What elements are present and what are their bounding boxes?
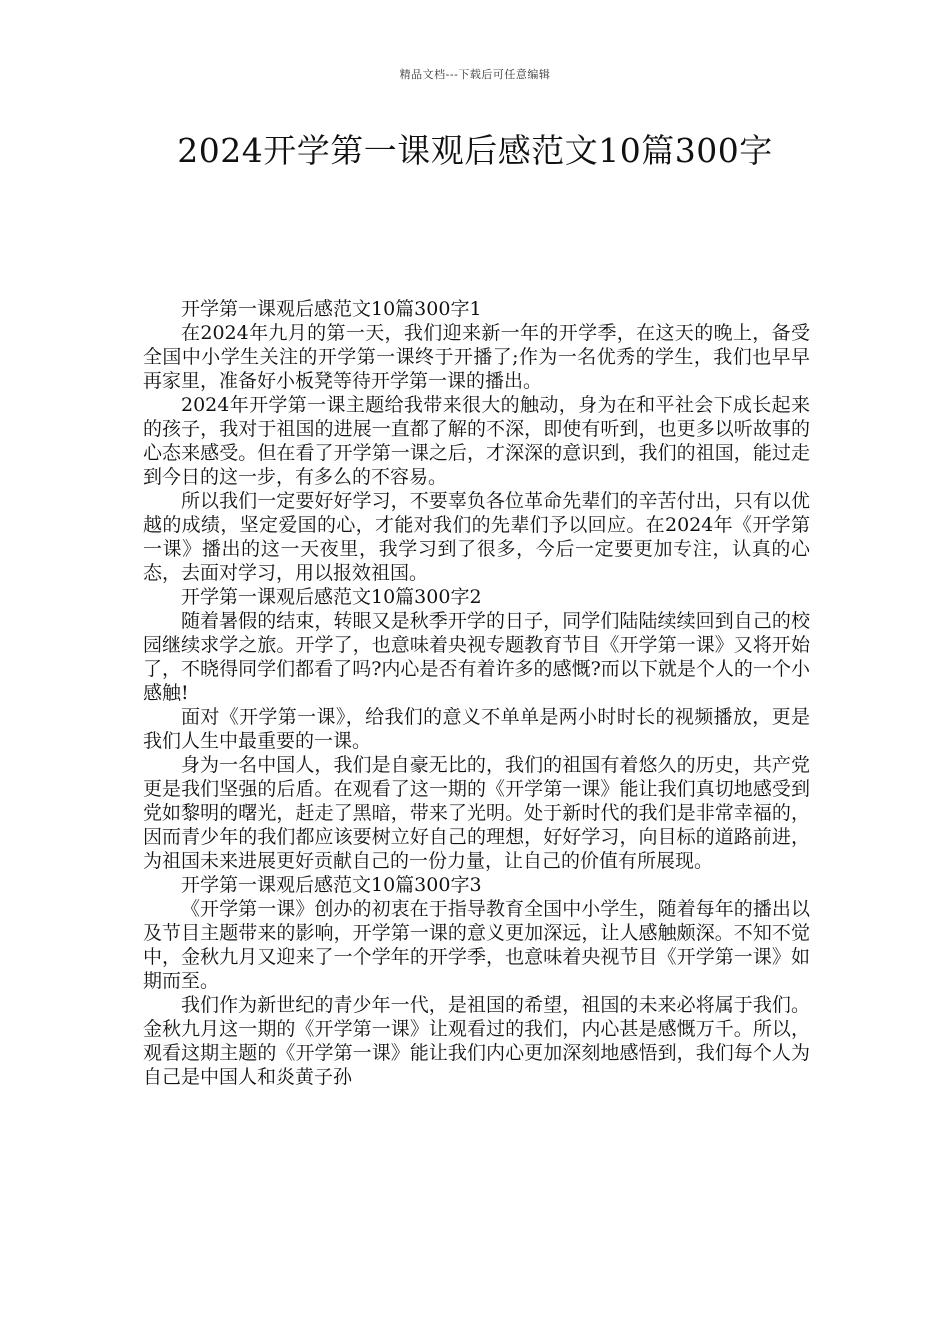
section-heading-1: 开学第一课观后感范文10篇300字1 xyxy=(181,298,482,320)
paragraph: 我们作为新世纪的青少年一代，是祖国的希望，祖国的未来必将属于我们。金秋九月这一期的《开学第一课》让观看过的我们，内心甚是感慨万千。所以，观看这期主题的《开学第一课》能让我们内心更加深刻地感悟到，我们每个人为自己是中国人和炎黄子孙 xyxy=(143,994,810,1088)
paragraph: 在2024年九月的第一天，我们迎来新一年的开学季，在这天的晚上，备受全国中小学生关注的开学第一课终于开播了;作为一名优秀的学生，我们也早早再家里，准备好小板凳等待开学第一课的播出。 xyxy=(143,322,810,392)
document-title: 2024开学第一课观后感范文10篇300字 xyxy=(177,131,773,170)
section-heading-2: 开学第一课观后感范文10篇300字2 xyxy=(181,586,482,608)
paragraph: 《开学第一课》创办的初衷在于指导教育全国中小学生，随着每年的播出以及节目主题带来的影响，开学第一课的意义更加深远，让人感触颇深。不知不觉中，金秋九月又迎来了一个学年的开学季，也意味着央视节目《开学第一课》如期而至。 xyxy=(143,898,810,992)
document-body xyxy=(143,297,810,1089)
paragraph: 2024年开学第一课主题给我带来很大的触动，身为在和平社会下成长起来的孩子，我对于祖国的进展一直都了解的不深，即使有听到，也更多以听故事的心态来感受。但在看了开学第一课之后，才深深的意识到，我们的祖国，能过走到今日的这一步，有多么的不容易。 xyxy=(143,394,810,488)
paragraph: 随着暑假的结束，转眼又是秋季开学的日子，同学们陆陆续续回到自己的校园继续求学之旅。开学了，也意味着央视专题教育节目《开学第一课》又将开始了，不晓得同学们都看了吗?内心是否有着许多的感慨?而以下就是个人的一个小感触! xyxy=(143,610,810,704)
paragraph: 面对《开学第一课》，给我们的意义不单单是两小时时长的视频播放，更是我们人生中最重要的一课。 xyxy=(143,706,810,752)
page-header-note: 精品文档---下载后可任意编辑 xyxy=(399,68,551,81)
section-heading-3: 开学第一课观后感范文10篇300字3 xyxy=(181,874,482,896)
paragraph: 所以我们一定要好好学习，不要辜负各位革命先辈们的辛苦付出，只有以优越的成绩，坚定爱国的心，才能对我们的先辈们予以回应。在2024年《开学第一课》播出的这一天夜里，我学习到了很多，今后一定要更加专注，认真的心态，去面对学习，用以报效祖国。 xyxy=(143,490,810,584)
paragraph: 身为一名中国人，我们是自豪无比的，我们的祖国有着悠久的历史，共产党更是我们坚强的后盾。在观看了这一期的《开学第一课》能让我们真切地感受到党如黎明的曙光，赶走了黑暗，带来了光明。处于新时代的我们是非常幸福的，因而青少年的我们都应该要树立好自己的理想，好好学习，向目标的道路前进，为祖国未来进展更好贡献自己的一份力量，让自己的价值有所展现。 xyxy=(143,754,810,872)
